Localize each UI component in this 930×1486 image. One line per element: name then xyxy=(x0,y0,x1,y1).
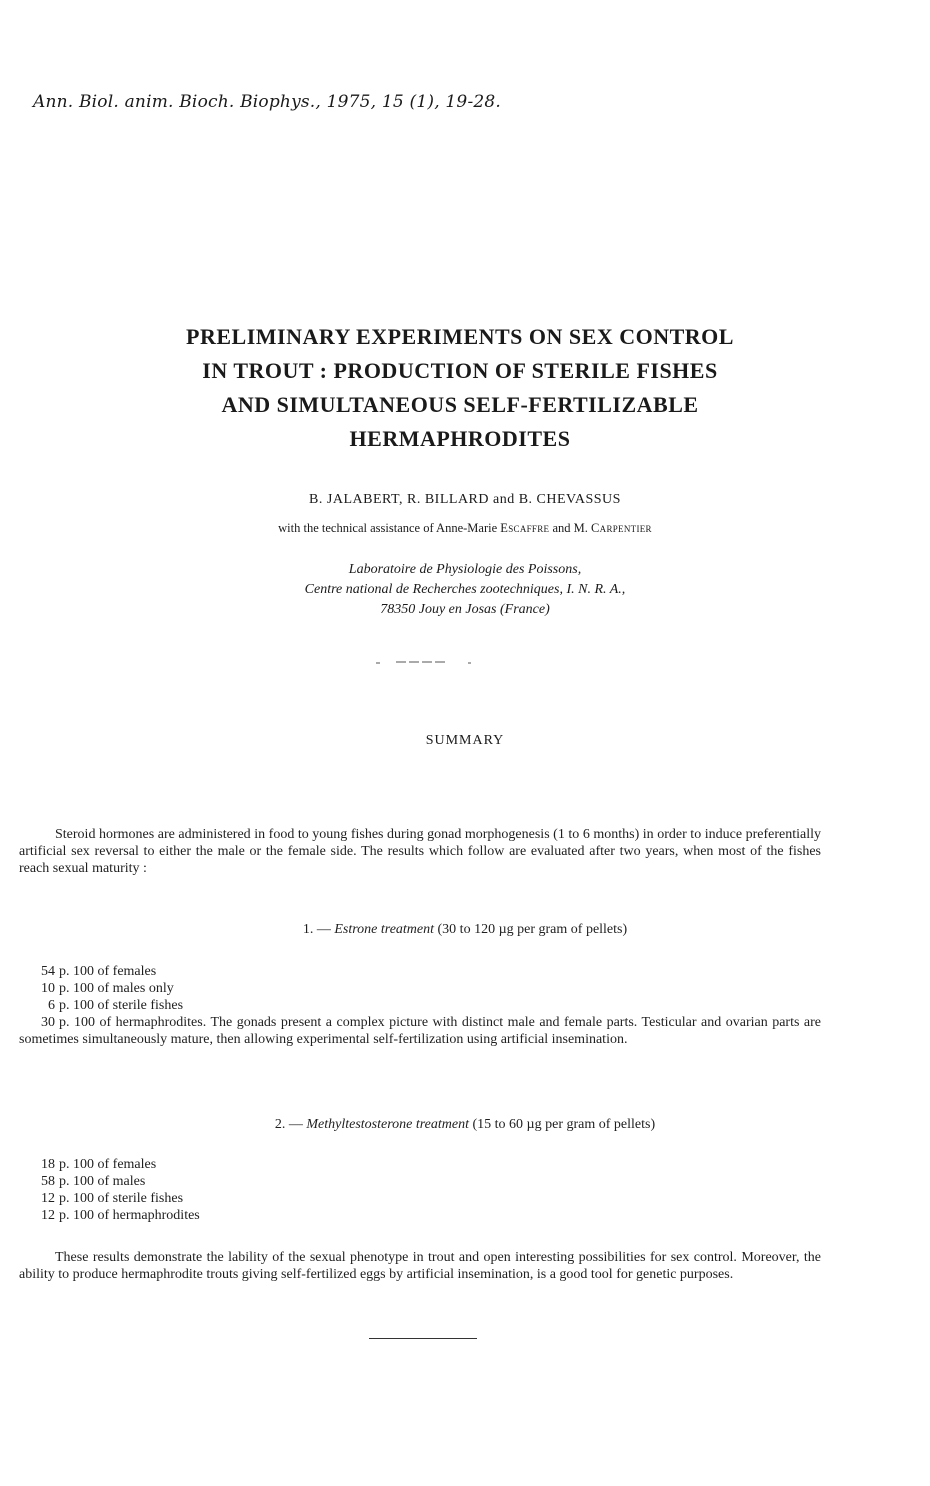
result-percent: 30 xyxy=(41,1015,55,1030)
treatment-results xyxy=(19,963,821,1048)
author-list: B. JALABERT, R. BILLARD and B. CHEVASSUS xyxy=(309,492,621,507)
treatment-dose: (15 to 60 µg per gram of pellets) xyxy=(469,1117,656,1132)
result-text: p. 100 of females xyxy=(59,1157,157,1172)
list-item xyxy=(19,963,821,980)
result-percent: 12 xyxy=(41,1191,55,1206)
assistant-name: Escaffre xyxy=(500,521,550,535)
title-line: AND SIMULTANEOUS SELF-FERTILIZABLE xyxy=(221,392,699,417)
result-text: p. 100 of males only xyxy=(59,981,174,996)
section-divider xyxy=(369,1338,477,1339)
result-text: p. 100 of hermaphrodites. The gonads present a complex picture with distinct male and female parts. Testicular and ovarian parts are sometimes simultaneously mature, then allowing experimental self-fertilization using artificial insemination. xyxy=(19,1015,821,1047)
result-percent: 58 xyxy=(41,1174,55,1189)
result-text: p. 100 of males xyxy=(59,1174,146,1189)
result-percent: 10 xyxy=(41,981,55,996)
assistance-prefix: with the technical assistance of Anne-Marie xyxy=(278,521,501,535)
title-line: PRELIMINARY EXPERIMENTS ON SEX CONTROL xyxy=(186,324,734,349)
summary-heading: SUMMARY xyxy=(425,733,505,748)
assistance-mid: and M. xyxy=(549,521,592,535)
summary-conclusion: These results demonstrate the lability of the sexual phenotype in trout and open interesting possibilities for sex control. Moreover, the ability to produce hermaphrodite trouts giving self-fertilized eggs by artificial insemination, is a good tool for genetic purposes. xyxy=(19,1250,821,1282)
treatment-heading xyxy=(0,921,930,938)
treatment-name: Estrone treatment xyxy=(334,922,435,937)
result-text: p. 100 of sterile fishes xyxy=(59,1191,184,1206)
affiliation-line: Centre national de Recherches zootechniques, I. N. R. A., xyxy=(304,582,626,597)
list-item xyxy=(19,1173,821,1190)
treatment-name: Methyltestosterone treatment xyxy=(306,1117,469,1132)
journal-citation: Ann. Biol. anim. Bioch. Biophys., 1975, 15 (1), 19-28. xyxy=(33,92,502,112)
treatment-number: 1. — xyxy=(302,922,335,937)
list-item xyxy=(19,1156,821,1173)
list-item xyxy=(19,1207,821,1224)
result-text: p. 100 of hermaphrodites xyxy=(59,1208,200,1223)
title-line: IN TROUT : PRODUCTION OF STERILE FISHES xyxy=(202,358,718,383)
affiliation-line: Laboratoire de Physiologie des Poissons, xyxy=(348,562,582,577)
technical-assistance xyxy=(0,521,930,536)
list-item xyxy=(19,1014,821,1048)
result-percent: 6 xyxy=(48,998,55,1013)
assistant-name: Carpentier xyxy=(591,521,652,535)
treatment-dose: (30 to 120 µg per gram of pellets) xyxy=(434,922,628,937)
separator-ornament xyxy=(372,657,472,667)
treatment-results xyxy=(19,1156,821,1224)
title-line: HERMAPHRODITES xyxy=(349,426,571,451)
list-item xyxy=(19,980,821,997)
treatment-heading xyxy=(0,1116,930,1133)
paper-title xyxy=(60,320,860,456)
result-percent: 12 xyxy=(41,1208,55,1223)
result-text: p. 100 of sterile fishes xyxy=(59,998,184,1013)
result-text: p. 100 of females xyxy=(59,964,157,979)
list-item xyxy=(19,997,821,1014)
list-item xyxy=(19,1190,821,1207)
treatment-number: 2. — xyxy=(274,1117,307,1132)
result-percent: 18 xyxy=(41,1157,55,1172)
affiliation xyxy=(0,560,930,620)
affiliation-line: 78350 Jouy en Josas (France) xyxy=(380,602,550,617)
result-percent: 54 xyxy=(41,964,55,979)
summary-intro: Steroid hormones are administered in food to young fishes during gonad morphogenesis (1 to 6 months) in order to induce preferentially artificial sex reversal to either the male or the female side. The results which follow are evaluated after two years, when most of the fishes reach sexual maturity : xyxy=(19,827,821,876)
